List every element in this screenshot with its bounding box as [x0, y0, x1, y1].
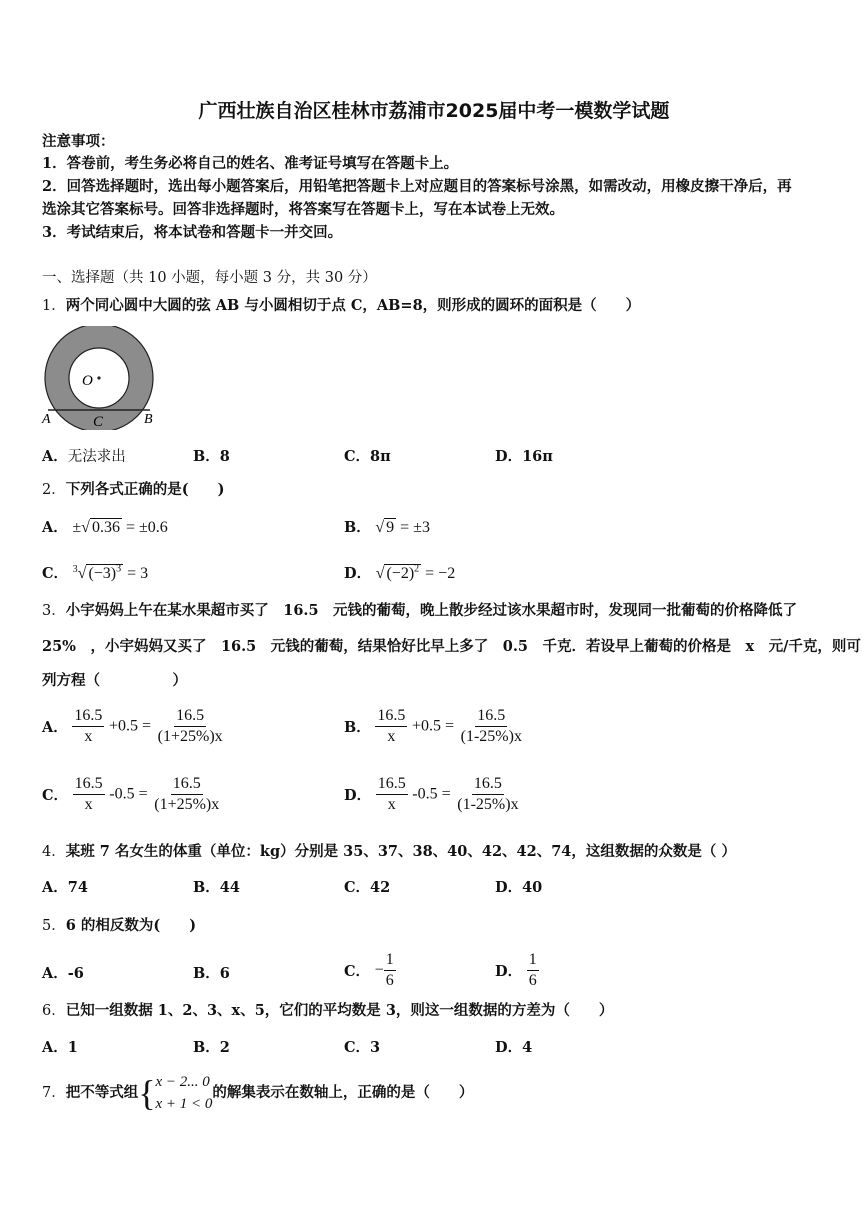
q6-option-b[interactable]: B．2 — [193, 1039, 230, 1056]
q4-option-d[interactable]: D．40 — [495, 879, 543, 896]
question-3-line2: 25% ，小宇妈妈又买了 16.5 元钱的葡萄，结果恰好比早上多了 0.5 千克．若设早上葡萄的价格是 x 元/千克，则可 — [42, 638, 861, 655]
question-4: 4．某班 7 名女生的体重（单位：kg）分别是 35、37、38、40、42、42、74，这组数据的众数是（ ） — [42, 843, 736, 860]
q4-option-a[interactable]: A．74 — [42, 879, 88, 896]
q5-option-d[interactable]: D． $\frac{1}{6}$ — [495, 951, 537, 989]
q4-option-b[interactable]: B．44 — [193, 879, 240, 896]
q5-option-a[interactable]: A．-6 — [42, 965, 84, 982]
page-title: 广西壮族自治区桂林市荔浦市2025届中考一模数学试题 — [198, 100, 670, 122]
label-a: A — [42, 412, 51, 427]
q6-option-c[interactable]: C．3 — [344, 1039, 381, 1056]
notice-item: 选涂其它答案标号。回答非选择题时，将答案写在答题卡上，写在本试卷上无效。 — [42, 201, 564, 218]
q1-option-a[interactable]: A．无法求出 — [42, 448, 126, 465]
q1-option-d[interactable]: D．16π — [495, 448, 553, 465]
question-3: 3．小宇妈妈上午在某水果超市买了 16.5 元钱的葡萄，晚上散步经过该水果超市时，发现同一批葡萄的价格降低了 — [42, 602, 798, 619]
notice-item: 1．答卷前，考生务必将自己的姓名、准考证号填写在答题卡上。 — [42, 155, 459, 172]
q1-option-b[interactable]: B．8 — [193, 448, 230, 465]
center-point — [97, 376, 100, 379]
q5-option-c[interactable]: C． − $\frac{1}{6}$ — [344, 951, 394, 989]
q3-option-b[interactable]: B． $\frac{16.5}{x}$ +0.5 = $\frac{16.5}{(1-25\%)x}$ — [344, 707, 522, 745]
question-number: 1． — [42, 298, 66, 314]
q2-option-a[interactable]: A． ±√ 0.36 = ±0.6 — [42, 519, 168, 536]
annulus-figure — [36, 326, 166, 430]
notice-item: 3．考试结束后，将本试卷和答题卡一并交回。 — [42, 224, 343, 241]
question-6: 6．已知一组数据 1、2、3、x、5，它们的平均数是 3，则这一组数据的方差为（ ） — [42, 1002, 614, 1019]
q2-option-b[interactable]: B． √ 9 = ±3 — [344, 519, 430, 536]
label-c: C — [93, 414, 104, 430]
q4-option-c[interactable]: C．42 — [344, 879, 391, 896]
label-b: B — [144, 412, 153, 427]
q1-option-c[interactable]: C．8π — [344, 448, 391, 465]
q3-option-a[interactable]: A． $\frac{16.5}{x}$ +0.5 = $\frac{16.5}{(1+25\%)x}$ — [42, 707, 223, 745]
inequality-1: x − 2... 0 — [155, 1074, 210, 1090]
question-1 — [42, 295, 640, 317]
question-5: 5．6 的相反数为( ) — [42, 917, 197, 934]
q2-option-c[interactable]: C． $^3$√ $(-3)^3 = 3$ — [42, 563, 149, 582]
q2-option-d[interactable]: D． √ $(-2)^2 = -2$ — [344, 563, 456, 582]
q3-option-c[interactable]: C． $\frac{16.5}{x}$ -0.5 = $\frac{16.5}{(1+25\%)x}$ — [42, 775, 220, 813]
brace: { — [138, 1073, 156, 1113]
question-7: 7．把不等式组{ x − 2... 0 x + 1 < 0 的解集表示在数轴上，正确的是（ ） — [42, 1073, 474, 1113]
notice-item: 2．回答选择题时，选出每小题答案后，用铅笔把答题卡上对应题目的答案标号涂黑，如需改动，用橡皮擦干净后，再 — [42, 178, 792, 195]
label-o: O — [82, 373, 93, 389]
q5-option-b[interactable]: B．6 — [193, 965, 230, 982]
q6-option-d[interactable]: D．4 — [495, 1039, 533, 1056]
question-3-line3: 列方程（ ） — [42, 672, 187, 689]
question-2: 2．下列各式正确的是( ) — [42, 481, 225, 498]
question-text: 两个同心圆中大圆的弦 AB 与小圆相切于点 C，AB=8，则形成的圆环的面积是（ ） — [65, 297, 641, 314]
section-heading: 一、选择题（共 10 小题，每小题 3 分，共 30 分） — [42, 270, 377, 286]
q6-option-a[interactable]: A．1 — [42, 1039, 78, 1056]
inequality-2: x + 1 < 0 — [155, 1096, 213, 1112]
notice-heading: 注意事项： — [42, 133, 115, 150]
q3-option-d[interactable]: D． $\frac{16.5}{x}$ -0.5 = $\frac{16.5}{(1-25\%)x}$ — [344, 775, 519, 813]
